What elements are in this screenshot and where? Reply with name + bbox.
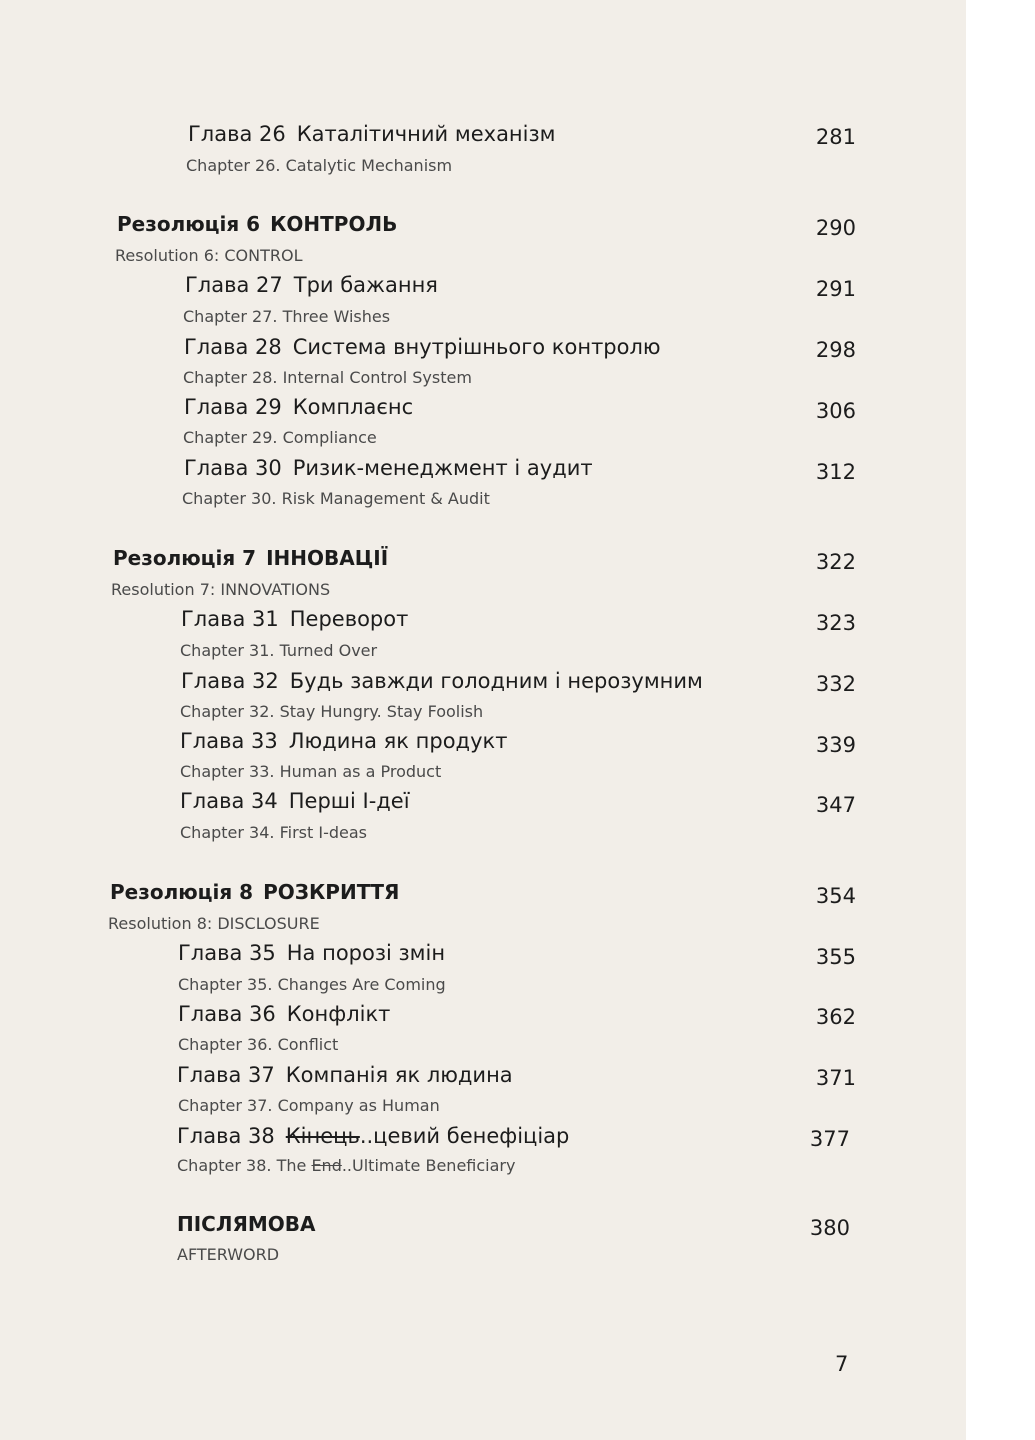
toc-chapter-subtitle: Chapter 27. Three Wishes xyxy=(183,307,391,326)
toc-page-number: 281 xyxy=(815,125,856,149)
toc-chapter-title: Глава 36 Конфлікт xyxy=(178,1002,391,1026)
toc-page-number: 322 xyxy=(815,550,856,574)
toc-resolution-title: Резолюція 7 ІННОВАЦІЇ xyxy=(113,546,389,570)
page-margin xyxy=(966,0,1035,1440)
chapter-label: Глава 26 xyxy=(188,122,286,146)
toc-chapter-title: Глава 27 Три бажання xyxy=(185,273,438,297)
toc-page-number: 291 xyxy=(815,277,856,301)
toc-chapter-subtitle: Chapter 37. Company as Human xyxy=(178,1096,440,1115)
toc-resolution-subtitle: Resolution 7: INNOVATIONS xyxy=(111,580,331,599)
struck-word: End xyxy=(311,1156,342,1175)
toc-chapter-subtitle: Chapter 29. Compliance xyxy=(183,428,377,447)
toc-chapter-subtitle: Chapter 28. Internal Control System xyxy=(183,368,472,387)
toc-chapter-subtitle: Chapter 35. Changes Are Coming xyxy=(178,975,446,994)
toc-chapter-subtitle: Chapter 38. The End..Ultimate Beneficiary xyxy=(177,1156,516,1175)
toc-page-number: 354 xyxy=(815,884,856,908)
chapter-title-text: Каталітичний механізм xyxy=(296,122,556,146)
toc-chapter-title: Глава 30 Ризик-менеджмент і аудит xyxy=(184,456,593,480)
toc-page-number: 298 xyxy=(815,338,856,362)
toc-page-number: 377 xyxy=(809,1127,850,1151)
toc-chapter-title: Глава 35 На порозі змін xyxy=(178,941,446,965)
toc-chapter-subtitle: Chapter 30. Risk Management & Audit xyxy=(182,489,490,508)
toc-chapter-subtitle: Chapter 33. Human as a Product xyxy=(180,762,442,781)
toc-chapter-title: Глава 38 Кінець..цевий бенефіціар xyxy=(177,1124,570,1148)
toc-chapter-title: Глава 33 Людина як продукт xyxy=(180,729,508,753)
toc-afterword-title: ПІСЛЯМОВА xyxy=(177,1212,316,1236)
toc-chapter-subtitle: Chapter 32. Stay Hungry. Stay Foolish xyxy=(180,702,484,721)
toc-chapter-subtitle: Chapter 36. Conflict xyxy=(178,1035,339,1054)
toc-page-number: 355 xyxy=(815,945,856,969)
toc-chapter-subtitle: Chapter 34. First I-deas xyxy=(180,823,367,842)
toc-page-number: 380 xyxy=(809,1216,850,1240)
toc-chapter-title: Глава 32 Будь завжди голодним і нерозумним xyxy=(181,669,703,693)
toc-resolution-title: Резолюція 8 РОЗКРИТТЯ xyxy=(110,880,400,904)
toc-page-number: 312 xyxy=(815,460,856,484)
toc-page-number: 362 xyxy=(815,1005,856,1029)
toc-page-number: 323 xyxy=(815,611,856,635)
toc-page-number: 347 xyxy=(815,793,856,817)
toc-page-number: 306 xyxy=(815,399,856,423)
toc-page-number: 371 xyxy=(815,1066,856,1090)
toc-afterword-subtitle: AFTERWORD xyxy=(177,1245,280,1264)
toc-resolution-title: Резолюція 6 КОНТРОЛЬ xyxy=(117,212,398,236)
toc-chapter-title: Глава 29 Комплаєнс xyxy=(184,395,414,419)
toc-resolution-subtitle: Resolution 6: CONTROL xyxy=(115,246,303,265)
toc-chapter-subtitle: Chapter 31. Turned Over xyxy=(180,641,378,660)
toc-chapter-title: Глава 28 Система внутрішнього контролю xyxy=(184,335,661,359)
page-folio: 7 xyxy=(835,1352,849,1376)
toc-chapter-subtitle: Chapter 26. Catalytic Mechanism xyxy=(186,156,453,175)
toc-chapter-title: Глава 37 Компанія як людина xyxy=(177,1063,513,1087)
toc-chapter-title: Глава 34 Перші І-деї xyxy=(180,789,410,813)
toc-page-number: 290 xyxy=(815,216,856,240)
toc-chapter-title: Глава 31 Переворот xyxy=(181,607,409,631)
struck-word: Кінець xyxy=(285,1124,360,1148)
toc-chapter-title xyxy=(188,122,556,146)
toc-page-number: 339 xyxy=(815,733,856,757)
toc-page-number: 332 xyxy=(815,672,856,696)
toc-resolution-subtitle: Resolution 8: DISCLOSURE xyxy=(108,914,320,933)
